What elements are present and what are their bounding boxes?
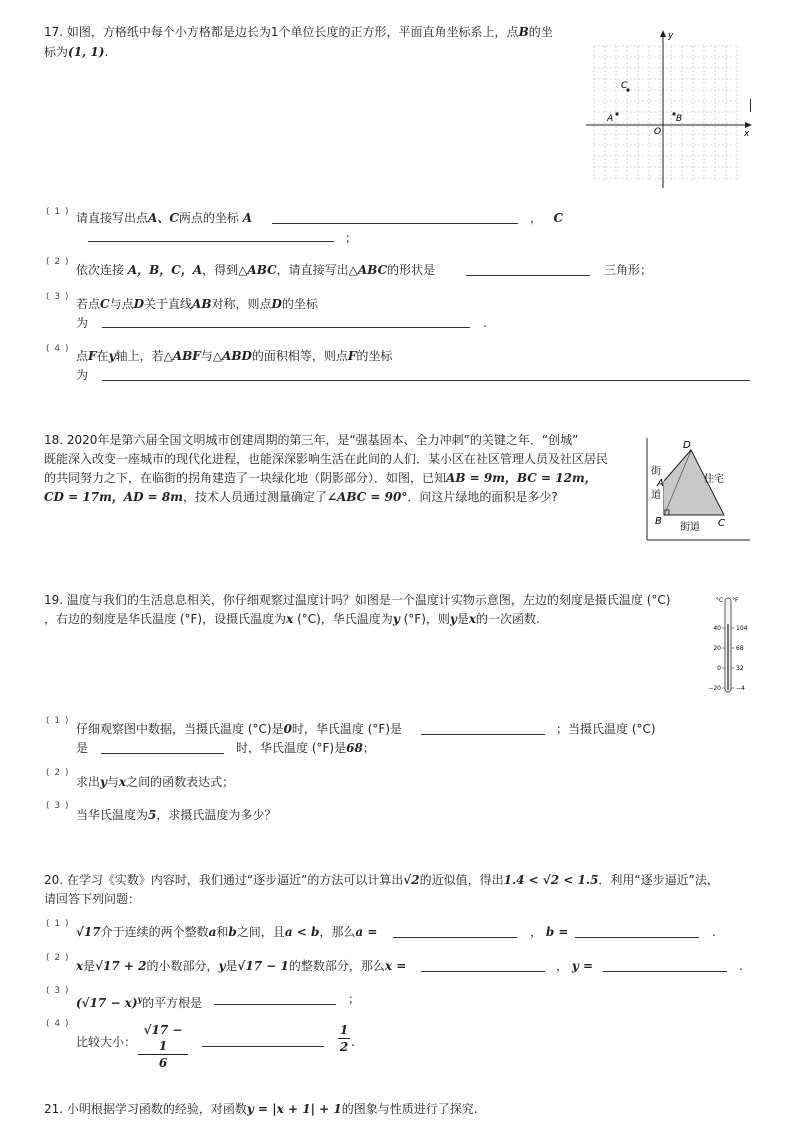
q20-part2-end: . — [739, 959, 743, 973]
q18-street-left-2: 道 — [651, 490, 661, 501]
q17-part2-answer[interactable] — [466, 261, 590, 276]
q17-label-x: x — [744, 129, 750, 139]
q21-line: 21. 小明根据学习函数的经验，对函数y = |x + 1| + 1的图象与性质进行了探究. — [44, 1102, 478, 1116]
q19-part1-answer-b[interactable] — [101, 739, 224, 754]
q17-label-y: y — [668, 31, 674, 41]
q18-street-bottom: 街道 — [680, 522, 700, 533]
q17-part1-line1: 请直接写出点A、C两点的坐标 A — [76, 211, 253, 225]
q17-part3-answer[interactable] — [102, 313, 470, 328]
q17-grid — [594, 46, 737, 180]
q20-part2-answer-x[interactable] — [421, 957, 545, 972]
q20-line1: 20. 在学习《实数》内容时，我们通过“逐步逼近”的方法可以计算出√2的近似值，得出1.4 < √2 < 1.5．利用“逐步逼近”法， — [44, 873, 719, 887]
q19-thermometer-liquid — [727, 624, 729, 690]
q20-part4-end: . — [351, 1035, 355, 1049]
q17-part1-end: ； — [345, 231, 358, 245]
q19-fahrenheit-minus4: −4 — [736, 685, 745, 692]
q19-celsius-20: 20 — [713, 645, 721, 652]
q19-celsius-40: 40 — [713, 625, 721, 632]
q17-part2-number: ( 2 ) — [46, 257, 70, 267]
q17-label-a: A — [607, 114, 614, 124]
q19-part1-line2-end: 时，华氏温度 (°F)是68； — [236, 741, 375, 755]
q20-part2-answer-y[interactable] — [603, 957, 727, 972]
q20-part1-end: . — [712, 925, 716, 939]
q17-part4-line1: 点F在y轴上，若△ABF与△ABD的面积相等，则点F的坐标 — [76, 349, 393, 363]
q20-part2-line: x是√17 + 2的小数部分，y是√17 − 1的整数部分，那么x = — [76, 959, 407, 973]
q19-part1-answer-a[interactable] — [421, 720, 545, 735]
q18-label-b: B — [655, 516, 662, 527]
q17-part2-end: 三角形； — [604, 263, 653, 277]
q19-part3-line: 当华氏温度为5，求摄氏温度为多少？ — [76, 808, 277, 822]
q20-part1-answer-b[interactable] — [575, 923, 699, 938]
q20-part2-mid: ， y = — [556, 959, 594, 973]
q17-part3-line2: 为 — [76, 316, 89, 330]
q17-part2-line: 依次连接 A，B，C，A，得到△ABC，请直接写出△ABC的形状是 — [76, 263, 436, 277]
q19-fahrenheit-68: 68 — [736, 645, 744, 652]
q20-part4-frac2-den: 2 — [339, 1040, 349, 1054]
q20-part1-answer-a[interactable] — [393, 923, 517, 938]
q20-part2-number: ( 2 ) — [46, 953, 70, 963]
q17-part1-sep: ， C — [530, 211, 564, 225]
q19-unit-f: °F — [732, 597, 739, 604]
q17-x-arrow — [745, 122, 752, 128]
q19-part2-number: ( 2 ) — [46, 768, 70, 778]
q19-thermometer-figure — [702, 594, 758, 696]
q20-line2: 请回答下列问题： — [44, 892, 141, 906]
q18-figure — [640, 436, 754, 542]
q18-label-c: C — [718, 518, 725, 529]
q17-margin-tick — [750, 99, 751, 112]
q17-part4-line2: 为 — [76, 368, 89, 382]
q19-part1-line1: 仔细观察图中数据，当摄氏温度 (°C)是0时，华氏温度 (°F)是 — [76, 722, 403, 736]
q18-line2: 既能深入改变一座城市的现代化进程，也能深深影响生活在此间的人们．某小区在社区管理人员及社区居民 — [44, 452, 609, 466]
q19-celsius-0: 0 — [717, 665, 721, 672]
q17-label-c: C — [621, 81, 628, 91]
q17-part4-answer[interactable] — [102, 366, 750, 381]
q17-coordinate-figure — [582, 28, 757, 190]
q20-part1-line: √17介于连续的两个整数a和b之间，且a < b，那么a = — [76, 925, 378, 939]
q20-part4-frac2-num: 1 — [339, 1023, 349, 1037]
q18-house-label: 住宅 — [704, 474, 724, 485]
q17-part3-line1: 若点C与点D关于直线AB对称，则点D的坐标 — [76, 297, 318, 311]
q20-part1-number: ( 1 ) — [46, 919, 70, 929]
q18-street-left-1: 街 — [651, 466, 661, 477]
q17-part4-number: ( 4 ) — [46, 344, 70, 354]
q20-part4-frac1-num: √17 − 1 — [138, 1022, 188, 1055]
q19-fahrenheit-32: 32 — [736, 665, 744, 672]
q20-part4-frac1-den: 6 — [158, 1056, 168, 1070]
q18-label-d: D — [683, 440, 691, 451]
q19-fahrenheit-104: 104 — [736, 625, 748, 632]
q19-part1-number: ( 1 ) — [46, 716, 70, 726]
q17-part1-number: ( 1 ) — [46, 207, 70, 217]
q19-part2-line: 求出y与x之间的函数表达式； — [76, 775, 235, 789]
q20-part4-label: 比较大小： — [76, 1035, 137, 1049]
q20-part3-answer[interactable] — [214, 990, 336, 1005]
q18-line3: 的共同努力之下，在临街的拐角建造了一块绿化地（阴影部分）．如图，已知AB = 9m，BC = 12m， — [44, 471, 597, 485]
q19-celsius-minus20: −20 — [708, 685, 721, 692]
q18-line4: CD = 17m，AD = 8m，技术人员通过测量确定了∠ABC = 90°．问这片绿地的面积是多少? — [44, 490, 558, 504]
q19-line1: 19. 温度与我们的生活息息相关，你仔细观察过温度计吗？如图是一个温度计实物示意图，左边的刻度是摄氏温度 (°C) — [44, 593, 671, 607]
q17-label-b: B — [676, 114, 683, 124]
q18-line1: 18. 2020年是第六届全国文明城市创建周期的第三年，是“强基固本、全力冲刺”的关键之年．“创城” — [44, 433, 579, 447]
q20-part4-number: ( 4 ) — [46, 1019, 70, 1029]
q17-stem-line1: 17. 如图，方格纸中每个小方格都是边长为1个单位长度的正方形，平面直角坐标系上，点B的坐 — [44, 25, 553, 39]
q20-part4-fraction1 — [138, 1022, 188, 1071]
q20-part4-answer[interactable] — [202, 1032, 324, 1047]
q20-part3-line: $(√17 - x)^y$的平方根是 — [76, 994, 203, 1010]
q20-part3-end: ； — [348, 992, 361, 1006]
q19-unit-c: °C — [716, 597, 724, 604]
q19-part1-mid: ；当摄氏温度 (°C) — [556, 722, 656, 736]
q17-point-a — [615, 112, 618, 115]
q17-part1-answer-c[interactable] — [88, 227, 334, 242]
q18-label-a: A — [657, 478, 664, 489]
q17-y-arrow — [660, 30, 666, 37]
q19-part1-line2-start: 是 — [76, 741, 89, 755]
q17-label-o: O — [654, 127, 662, 137]
q17-part3-number: ( 3 ) — [46, 292, 70, 302]
q19-part3-number: ( 3 ) — [46, 801, 70, 811]
q17-stem-line2: 标为(1, 1). — [44, 45, 109, 59]
q20-part1-mid: ， b = — [530, 925, 569, 939]
q20-part4-fraction2 — [338, 1022, 350, 1055]
q17-part3-end: . — [483, 316, 487, 330]
q17-part1-answer-a[interactable] — [272, 209, 518, 224]
q19-line2: ，右边的刻度是华氏温度 (°F)，设摄氏温度为x (°C)，华氏温度为y (°F)，则y是x的一次函数. — [44, 612, 540, 626]
q20-part3-number: ( 3 ) — [46, 986, 70, 996]
